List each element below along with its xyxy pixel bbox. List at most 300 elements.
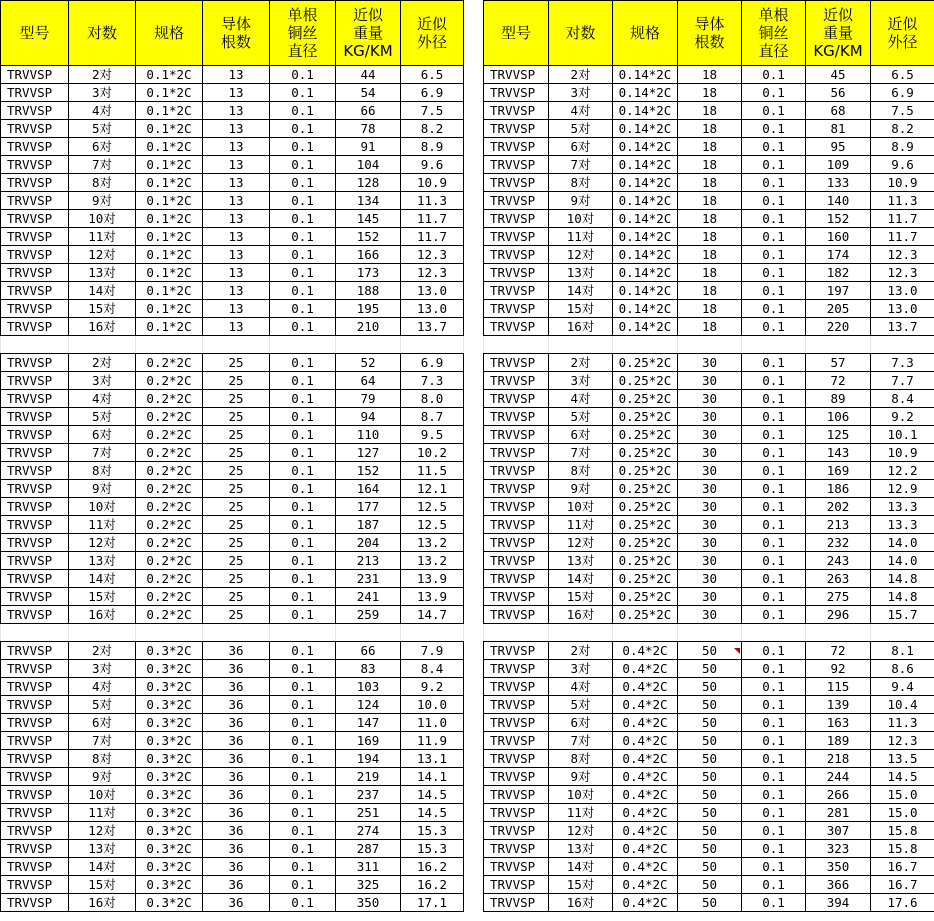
cell-weight: 134 bbox=[336, 192, 401, 210]
cell-model: TRVVSP bbox=[484, 156, 549, 174]
cell-weight: 92 bbox=[806, 660, 871, 678]
table-row bbox=[1, 750, 464, 768]
cell-wire-diameter: 0.1 bbox=[270, 228, 336, 246]
cell-model: TRVVSP bbox=[484, 732, 549, 750]
table-row bbox=[1, 786, 464, 804]
cell-wire-diameter: 0.1 bbox=[270, 120, 336, 138]
cell-pairs: 16对 bbox=[549, 606, 613, 624]
cell-model: TRVVSP bbox=[1, 138, 69, 156]
cell-model: TRVVSP bbox=[484, 444, 549, 462]
cell-conductors: 30 bbox=[678, 534, 742, 552]
table-row bbox=[484, 678, 934, 696]
cell-outer-diameter: 14.5 bbox=[401, 786, 464, 804]
cell-model: TRVVSP bbox=[484, 210, 549, 228]
cell-outer-diameter: 14.8 bbox=[871, 588, 934, 606]
cell-pairs: 15对 bbox=[69, 876, 136, 894]
cell-pairs: 10对 bbox=[69, 210, 136, 228]
cell-pairs: 7对 bbox=[549, 444, 613, 462]
cell-model: TRVVSP bbox=[484, 264, 549, 282]
cell-conductors: 36 bbox=[203, 840, 270, 858]
cell-wire-diameter: 0.1 bbox=[742, 804, 806, 822]
cell-wire-diameter: 0.1 bbox=[742, 408, 806, 426]
cell-conductors: 18 bbox=[678, 318, 742, 336]
cell-weight: 187 bbox=[336, 516, 401, 534]
cell-outer-diameter: 13.3 bbox=[871, 516, 934, 534]
cell-wire-diameter: 0.1 bbox=[270, 570, 336, 588]
cell-pairs: 8对 bbox=[549, 750, 613, 768]
cell-wire-diameter: 0.1 bbox=[742, 570, 806, 588]
cell-weight: 350 bbox=[806, 858, 871, 876]
cell-weight: 287 bbox=[336, 840, 401, 858]
cell-model: TRVVSP bbox=[484, 858, 549, 876]
cell-spec: 0.3*2C bbox=[136, 858, 203, 876]
cell-spec: 0.1*2C bbox=[136, 120, 203, 138]
spacer-cell bbox=[678, 624, 742, 642]
cell-spec: 0.25*2C bbox=[613, 516, 678, 534]
cell-outer-diameter: 11.7 bbox=[401, 228, 464, 246]
cell-outer-diameter: 11.5 bbox=[401, 462, 464, 480]
cell-pairs: 15对 bbox=[549, 876, 613, 894]
cell-spec: 0.3*2C bbox=[136, 804, 203, 822]
cell-model: TRVVSP bbox=[1, 174, 69, 192]
table-row bbox=[484, 408, 934, 426]
cell-pairs: 10对 bbox=[549, 786, 613, 804]
cell-pairs: 10对 bbox=[549, 498, 613, 516]
cell-spec: 0.3*2C bbox=[136, 696, 203, 714]
cell-outer-diameter: 6.9 bbox=[401, 354, 464, 372]
table-row bbox=[1, 534, 464, 552]
cell-outer-diameter: 8.0 bbox=[401, 390, 464, 408]
table-row bbox=[484, 498, 934, 516]
table-row bbox=[1, 156, 464, 174]
cell-spec: 0.4*2C bbox=[613, 840, 678, 858]
table-row bbox=[484, 804, 934, 822]
cell-conductors: 13 bbox=[203, 210, 270, 228]
cell-pairs: 7对 bbox=[69, 444, 136, 462]
cell-weight: 124 bbox=[336, 696, 401, 714]
cell-model: TRVVSP bbox=[1, 318, 69, 336]
spacer-row bbox=[1, 336, 464, 354]
cell-model: TRVVSP bbox=[484, 84, 549, 102]
cell-outer-diameter: 9.4 bbox=[871, 678, 934, 696]
cell-conductors: 36 bbox=[203, 768, 270, 786]
table-row bbox=[484, 534, 934, 552]
cell-wire-diameter: 0.1 bbox=[270, 300, 336, 318]
cell-model: TRVVSP bbox=[1, 354, 69, 372]
cell-wire-diameter: 0.1 bbox=[742, 282, 806, 300]
cell-model: TRVVSP bbox=[1, 534, 69, 552]
cell-wire-diameter: 0.1 bbox=[270, 66, 336, 84]
cell-spec: 0.1*2C bbox=[136, 192, 203, 210]
cell-model: TRVVSP bbox=[484, 480, 549, 498]
cell-model: TRVVSP bbox=[484, 696, 549, 714]
cell-weight: 152 bbox=[336, 228, 401, 246]
cell-wire-diameter: 0.1 bbox=[270, 408, 336, 426]
cell-pairs: 9对 bbox=[549, 192, 613, 210]
cell-conductors: 18 bbox=[678, 138, 742, 156]
cell-conductors: 36 bbox=[203, 678, 270, 696]
cell-weight: 243 bbox=[806, 552, 871, 570]
cell-pairs: 15对 bbox=[549, 588, 613, 606]
table-row bbox=[484, 462, 934, 480]
cell-pairs: 14对 bbox=[549, 858, 613, 876]
cell-spec: 0.1*2C bbox=[136, 282, 203, 300]
cell-wire-diameter: 0.1 bbox=[742, 354, 806, 372]
spacer-cell bbox=[613, 624, 678, 642]
cell-wire-diameter: 0.1 bbox=[270, 750, 336, 768]
cell-weight: 94 bbox=[336, 408, 401, 426]
cell-pairs: 13对 bbox=[549, 552, 613, 570]
cell-wire-diameter: 0.1 bbox=[742, 606, 806, 624]
table-row bbox=[1, 732, 464, 750]
cell-spec: 0.4*2C bbox=[613, 732, 678, 750]
cell-weight: 133 bbox=[806, 174, 871, 192]
cell-spec: 0.2*2C bbox=[136, 390, 203, 408]
table-row bbox=[1, 714, 464, 732]
cell-outer-diameter: 13.7 bbox=[871, 318, 934, 336]
cell-conductors: 36 bbox=[203, 660, 270, 678]
table-row bbox=[484, 822, 934, 840]
cell-conductors: 30 bbox=[678, 588, 742, 606]
table-row bbox=[1, 642, 464, 660]
cell-spec: 0.1*2C bbox=[136, 210, 203, 228]
cell-model: TRVVSP bbox=[484, 390, 549, 408]
header-model: 型号 bbox=[1, 1, 69, 66]
cell-outer-diameter: 8.9 bbox=[871, 138, 934, 156]
table-row bbox=[1, 570, 464, 588]
cell-spec: 0.25*2C bbox=[613, 354, 678, 372]
cell-pairs: 9对 bbox=[549, 768, 613, 786]
comment-indicator bbox=[734, 648, 740, 654]
cell-model: TRVVSP bbox=[1, 840, 69, 858]
cell-spec: 0.2*2C bbox=[136, 606, 203, 624]
table-row bbox=[1, 372, 464, 390]
cell-conductors: 30 bbox=[678, 552, 742, 570]
cell-spec: 0.4*2C bbox=[613, 642, 678, 660]
cell-outer-diameter: 8.9 bbox=[401, 138, 464, 156]
cell-wire-diameter: 0.1 bbox=[270, 354, 336, 372]
cell-pairs: 4对 bbox=[69, 102, 136, 120]
cell-pairs: 5对 bbox=[69, 120, 136, 138]
cell-spec: 0.3*2C bbox=[136, 660, 203, 678]
cell-spec: 0.3*2C bbox=[136, 786, 203, 804]
cell-pairs: 11对 bbox=[69, 228, 136, 246]
cell-pairs: 3对 bbox=[69, 660, 136, 678]
cell-outer-diameter: 15.0 bbox=[871, 786, 934, 804]
cell-weight: 173 bbox=[336, 264, 401, 282]
cell-weight: 189 bbox=[806, 732, 871, 750]
cell-weight: 115 bbox=[806, 678, 871, 696]
cell-spec: 0.4*2C bbox=[613, 822, 678, 840]
cell-wire-diameter: 0.1 bbox=[270, 660, 336, 678]
cell-conductors: 50 bbox=[678, 750, 742, 768]
cell-model: TRVVSP bbox=[1, 750, 69, 768]
cell-pairs: 2对 bbox=[549, 354, 613, 372]
cell-outer-diameter: 11.0 bbox=[401, 714, 464, 732]
cell-wire-diameter: 0.1 bbox=[742, 642, 806, 660]
cell-spec: 0.2*2C bbox=[136, 408, 203, 426]
cell-weight: 79 bbox=[336, 390, 401, 408]
cell-weight: 218 bbox=[806, 750, 871, 768]
cell-spec: 0.14*2C bbox=[613, 120, 678, 138]
cell-model: TRVVSP bbox=[1, 768, 69, 786]
table-row bbox=[1, 606, 464, 624]
cell-conductors: 25 bbox=[203, 516, 270, 534]
header-conductors: 导体 根数 bbox=[203, 1, 270, 66]
cell-spec: 0.1*2C bbox=[136, 264, 203, 282]
cell-spec: 0.1*2C bbox=[136, 174, 203, 192]
cell-spec: 0.4*2C bbox=[613, 858, 678, 876]
cell-pairs: 8对 bbox=[549, 174, 613, 192]
cell-conductors: 13 bbox=[203, 66, 270, 84]
cell-outer-diameter: 15.7 bbox=[871, 606, 934, 624]
cell-pairs: 14对 bbox=[549, 282, 613, 300]
cell-spec: 0.2*2C bbox=[136, 516, 203, 534]
cell-weight: 68 bbox=[806, 102, 871, 120]
table-row bbox=[1, 174, 464, 192]
cell-weight: 110 bbox=[336, 426, 401, 444]
cell-model: TRVVSP bbox=[484, 804, 549, 822]
cell-spec: 0.14*2C bbox=[613, 156, 678, 174]
cell-weight: 394 bbox=[806, 894, 871, 912]
cell-spec: 0.25*2C bbox=[613, 444, 678, 462]
cell-conductors: 25 bbox=[203, 354, 270, 372]
cell-conductors: 18 bbox=[678, 156, 742, 174]
cell-pairs: 5对 bbox=[69, 696, 136, 714]
cell-spec: 0.14*2C bbox=[613, 210, 678, 228]
cell-model: TRVVSP bbox=[1, 858, 69, 876]
cell-weight: 57 bbox=[806, 354, 871, 372]
cell-pairs: 6对 bbox=[549, 138, 613, 156]
cell-conductors: 25 bbox=[203, 462, 270, 480]
cell-wire-diameter: 0.1 bbox=[742, 372, 806, 390]
cell-outer-diameter: 12.3 bbox=[401, 246, 464, 264]
cell-model: TRVVSP bbox=[484, 570, 549, 588]
spacer-cell bbox=[1, 624, 69, 642]
table-row bbox=[1, 192, 464, 210]
cell-conductors: 18 bbox=[678, 66, 742, 84]
cell-conductors: 18 bbox=[678, 192, 742, 210]
cell-weight: 259 bbox=[336, 606, 401, 624]
cell-weight: 164 bbox=[336, 480, 401, 498]
cell-spec: 0.3*2C bbox=[136, 876, 203, 894]
table-row bbox=[484, 588, 934, 606]
cell-weight: 139 bbox=[806, 696, 871, 714]
cell-weight: 125 bbox=[806, 426, 871, 444]
cell-spec: 0.2*2C bbox=[136, 426, 203, 444]
cell-wire-diameter: 0.1 bbox=[270, 516, 336, 534]
cell-model: TRVVSP bbox=[1, 246, 69, 264]
cell-weight: 213 bbox=[336, 552, 401, 570]
cell-outer-diameter: 14.7 bbox=[401, 606, 464, 624]
cell-pairs: 3对 bbox=[549, 372, 613, 390]
cell-pairs: 11对 bbox=[549, 804, 613, 822]
spacer-cell bbox=[1, 336, 69, 354]
cell-weight: 45 bbox=[806, 66, 871, 84]
cell-spec: 0.3*2C bbox=[136, 822, 203, 840]
cell-pairs: 8对 bbox=[69, 174, 136, 192]
header-spec: 规格 bbox=[136, 1, 203, 66]
cell-spec: 0.2*2C bbox=[136, 534, 203, 552]
table-row bbox=[1, 444, 464, 462]
cell-conductors: 25 bbox=[203, 444, 270, 462]
cell-outer-diameter: 8.2 bbox=[871, 120, 934, 138]
table-row bbox=[484, 786, 934, 804]
spacer-cell bbox=[136, 336, 203, 354]
cell-conductors: 18 bbox=[678, 228, 742, 246]
cell-pairs: 3对 bbox=[69, 84, 136, 102]
cell-model: TRVVSP bbox=[1, 714, 69, 732]
cell-conductors: 25 bbox=[203, 480, 270, 498]
cell-spec: 0.1*2C bbox=[136, 318, 203, 336]
table-row bbox=[484, 480, 934, 498]
cell-wire-diameter: 0.1 bbox=[742, 678, 806, 696]
cell-spec: 0.3*2C bbox=[136, 840, 203, 858]
cell-outer-diameter: 8.2 bbox=[401, 120, 464, 138]
cell-spec: 0.4*2C bbox=[613, 660, 678, 678]
table-row bbox=[1, 840, 464, 858]
cell-pairs: 13对 bbox=[69, 264, 136, 282]
table-row bbox=[484, 84, 934, 102]
spacer-cell bbox=[742, 336, 806, 354]
cell-pairs: 16对 bbox=[69, 606, 136, 624]
table-row bbox=[484, 210, 934, 228]
spacer-cell bbox=[401, 336, 464, 354]
cell-weight: 160 bbox=[806, 228, 871, 246]
cell-conductors: 18 bbox=[678, 120, 742, 138]
cell-model: TRVVSP bbox=[484, 516, 549, 534]
table-row bbox=[484, 660, 934, 678]
table-row bbox=[484, 282, 934, 300]
header-pairs: 对数 bbox=[69, 1, 136, 66]
cell-wire-diameter: 0.1 bbox=[270, 876, 336, 894]
cell-outer-diameter: 14.0 bbox=[871, 534, 934, 552]
cell-wire-diameter: 0.1 bbox=[742, 768, 806, 786]
spacer-cell bbox=[69, 336, 136, 354]
cell-model: TRVVSP bbox=[1, 642, 69, 660]
cell-wire-diameter: 0.1 bbox=[270, 282, 336, 300]
cell-conductors: 50 bbox=[678, 894, 742, 912]
cell-conductors: 30 bbox=[678, 444, 742, 462]
table-row bbox=[484, 444, 934, 462]
cell-model: TRVVSP bbox=[1, 552, 69, 570]
cell-model: TRVVSP bbox=[484, 660, 549, 678]
cell-pairs: 10对 bbox=[69, 498, 136, 516]
cell-wire-diameter: 0.1 bbox=[270, 714, 336, 732]
cell-model: TRVVSP bbox=[484, 102, 549, 120]
table-row bbox=[1, 462, 464, 480]
cell-spec: 0.4*2C bbox=[613, 768, 678, 786]
cell-outer-diameter: 9.5 bbox=[401, 426, 464, 444]
cell-outer-diameter: 13.3 bbox=[871, 498, 934, 516]
cell-spec: 0.14*2C bbox=[613, 246, 678, 264]
cell-model: TRVVSP bbox=[484, 552, 549, 570]
cell-weight: 64 bbox=[336, 372, 401, 390]
cell-conductors: 13 bbox=[203, 228, 270, 246]
cell-model: TRVVSP bbox=[484, 498, 549, 516]
cell-pairs: 7对 bbox=[549, 156, 613, 174]
cell-spec: 0.3*2C bbox=[136, 732, 203, 750]
cell-spec: 0.14*2C bbox=[613, 192, 678, 210]
cell-model: TRVVSP bbox=[484, 786, 549, 804]
cell-weight: 169 bbox=[336, 732, 401, 750]
cell-spec: 0.4*2C bbox=[613, 876, 678, 894]
cell-spec: 0.3*2C bbox=[136, 894, 203, 912]
header-outer-diameter: 近似 外径 bbox=[871, 1, 934, 66]
cell-conductors: 18 bbox=[678, 102, 742, 120]
table-row bbox=[1, 354, 464, 372]
cell-outer-diameter: 17.6 bbox=[871, 894, 934, 912]
cell-outer-diameter: 6.9 bbox=[401, 84, 464, 102]
spacer-cell bbox=[270, 624, 336, 642]
cell-wire-diameter: 0.1 bbox=[742, 264, 806, 282]
cell-conductors: 30 bbox=[678, 570, 742, 588]
cell-weight: 274 bbox=[336, 822, 401, 840]
cell-model: TRVVSP bbox=[484, 876, 549, 894]
cell-conductors: 13 bbox=[203, 318, 270, 336]
table-row bbox=[1, 408, 464, 426]
cell-outer-diameter: 12.1 bbox=[401, 480, 464, 498]
cell-outer-diameter: 10.2 bbox=[401, 444, 464, 462]
cell-model: TRVVSP bbox=[1, 516, 69, 534]
cell-spec: 0.14*2C bbox=[613, 318, 678, 336]
cell-weight: 81 bbox=[806, 120, 871, 138]
cell-pairs: 5对 bbox=[549, 696, 613, 714]
cell-model: TRVVSP bbox=[1, 732, 69, 750]
cell-weight: 143 bbox=[806, 444, 871, 462]
cell-conductors: 18 bbox=[678, 246, 742, 264]
cell-model: TRVVSP bbox=[1, 588, 69, 606]
cell-wire-diameter: 0.1 bbox=[270, 390, 336, 408]
cell-conductors: 25 bbox=[203, 606, 270, 624]
cell-pairs: 6对 bbox=[69, 138, 136, 156]
cell-outer-diameter: 17.1 bbox=[401, 894, 464, 912]
cell-pairs: 8对 bbox=[69, 462, 136, 480]
table-row bbox=[1, 102, 464, 120]
cell-outer-diameter: 6.5 bbox=[871, 66, 934, 84]
cell-pairs: 2对 bbox=[69, 66, 136, 84]
cell-wire-diameter: 0.1 bbox=[742, 894, 806, 912]
cell-model: TRVVSP bbox=[484, 588, 549, 606]
cell-conductors: 50 bbox=[678, 678, 742, 696]
cell-pairs: 15对 bbox=[69, 300, 136, 318]
cell-spec: 0.25*2C bbox=[613, 408, 678, 426]
cell-outer-diameter: 14.0 bbox=[871, 552, 934, 570]
cell-model: TRVVSP bbox=[1, 300, 69, 318]
cell-model: TRVVSP bbox=[1, 804, 69, 822]
cell-weight: 202 bbox=[806, 498, 871, 516]
table-row bbox=[1, 516, 464, 534]
cell-outer-diameter: 12.3 bbox=[401, 264, 464, 282]
cell-conductors: 36 bbox=[203, 714, 270, 732]
cell-pairs: 9对 bbox=[69, 480, 136, 498]
cell-model: TRVVSP bbox=[1, 282, 69, 300]
cell-conductors: 18 bbox=[678, 300, 742, 318]
table-row bbox=[484, 570, 934, 588]
table-row bbox=[1, 228, 464, 246]
cell-outer-diameter: 11.3 bbox=[871, 192, 934, 210]
table-row bbox=[484, 606, 934, 624]
table-row bbox=[1, 84, 464, 102]
cell-model: TRVVSP bbox=[484, 534, 549, 552]
cell-model: TRVVSP bbox=[484, 678, 549, 696]
cell-pairs: 14对 bbox=[549, 570, 613, 588]
cell-outer-diameter: 13.7 bbox=[401, 318, 464, 336]
cell-weight: 219 bbox=[336, 768, 401, 786]
cell-pairs: 11对 bbox=[549, 228, 613, 246]
cell-model: TRVVSP bbox=[1, 156, 69, 174]
cell-conductors: 36 bbox=[203, 696, 270, 714]
